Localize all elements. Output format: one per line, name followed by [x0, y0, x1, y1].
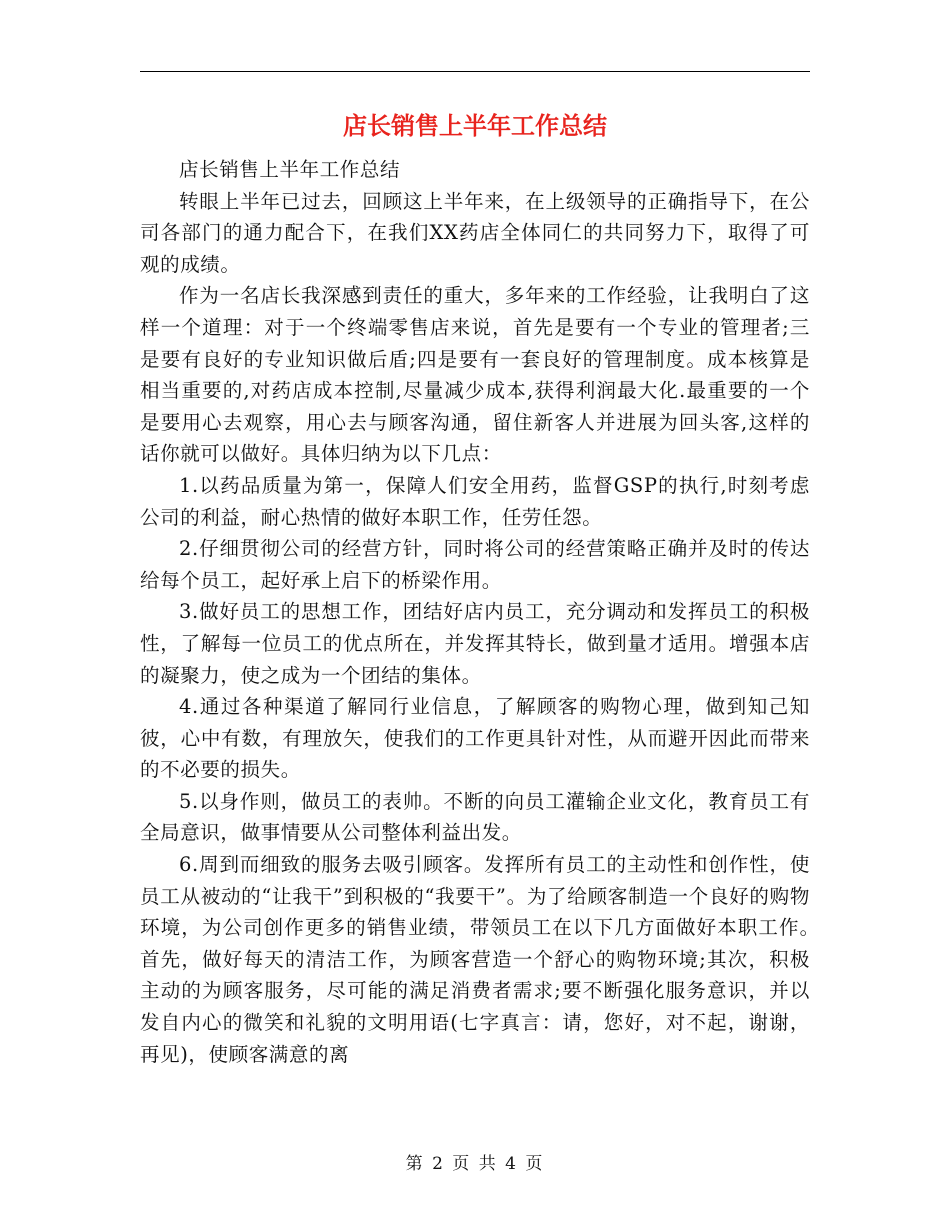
document-title: 店长销售上半年工作总结: [343, 112, 607, 140]
page-footer: 第 2 页 共 4 页: [405, 1154, 545, 1174]
paragraph: 2.仔细贯彻公司的经营方针，同时将公司的经营策略正确并及时的传达给每个员工，起好承上启下的桥梁作用。: [140, 537, 810, 592]
paragraph: 3.做好员工的思想工作，团结好店内员工，充分调动和发挥员工的积极性，了解每一位员工的优点所在，并发挥其特长，做到量才适用。增强本店的凝聚力，使之成为一个团结的集体。: [140, 600, 810, 687]
paragraph: 1.以药品质量为第一，保障人们安全用药，监督GSP的执行,时刻考虑公司的利益，耐心热情的做好本职工作，任劳任怨。: [140, 473, 810, 529]
paragraph: 5.以身作则，做员工的表帅。不断的向员工灌输企业文化，教育员工有全局意识，做事情要从公司整体利益出发。: [140, 789, 810, 845]
paragraph: 转眼上半年已过去，回顾这上半年来，在上级领导的正确指导下，在公司各部门的通力配合下，在我们XX药店全体同仁的共同努力下，取得了可观的成绩。: [140, 189, 810, 276]
paragraph: 店长销售上半年工作总结: [179, 158, 401, 181]
paragraph: 6.周到而细致的服务去吸引顾客。发挥所有员工的主动性和创作性，使员工从被动的“让我干”到积极的“我要干”。为了给顾客制造一个良好的购物环境，为公司创作更多的销售业绩，带领员工在以下几方面做好本职工作。 首先，做好每天的清洁工作，为顾客营造一个舒心的购物环境;其次，积极主动的为顾客服务，尽可能的满足消费者需求;要不断强化服务意识，并以发自内心的微笑和礼貌的文明用语(七字真言：请，您好，对不起，谢谢，再见)，使顾客满意的离: [140, 853, 851, 1066]
paragraph: 作为一名店长我深感到责任的重大，多年来的工作经验，让我明白了这样一个道理：对于一个终端零售店来说，首先是要有一个专业的管理者;三是要有良好的专业知识做后盾;四是要有一套良好的管理制度。成本核算是相当重要的,对药店成本控制,尽量减少成本,获得利润最大化.最重要的一个是要用心去观察，用心去与顾客沟通，留住新客人并进展为回头客,这样的话你就可以做好。具体归纳为以下几点：: [140, 284, 810, 466]
header-rule: [140, 71, 810, 72]
paragraph: 4.通过各种渠道了解同行业信息，了解顾客的购物心理，做到知己知彼，心中有数，有理放矢，使我们的工作更具针对性，从而避开因此而带来的不必要的损失。: [140, 695, 810, 782]
document-body: [140, 154, 851, 1070]
